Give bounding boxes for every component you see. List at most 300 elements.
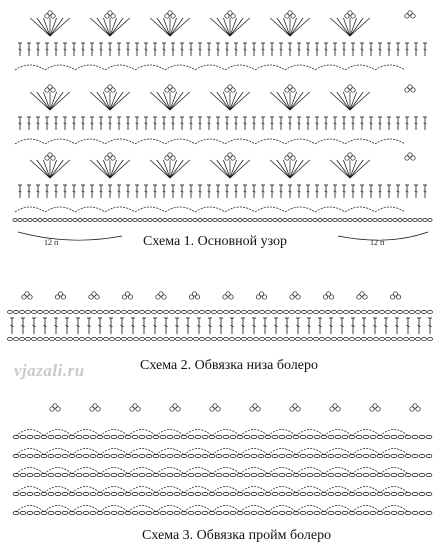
chain-stitch: [307, 511, 313, 514]
fan-stitch: [290, 18, 303, 36]
chain-stitch: [258, 218, 262, 221]
chain-stitch: [279, 473, 285, 476]
chain-stitch: [211, 337, 216, 340]
chain-stitch: [118, 473, 124, 476]
picot: [408, 11, 412, 15]
chain-stitch: [405, 435, 411, 438]
picot: [92, 292, 96, 296]
chain-stitch: [328, 492, 334, 495]
chain-arch: [184, 468, 212, 475]
chain-stitch: [62, 473, 68, 476]
chain-arch: [72, 449, 100, 456]
chain-stitch: [251, 473, 257, 476]
chain-stitch: [223, 435, 229, 438]
picot: [173, 404, 177, 408]
chain-stitch: [370, 435, 376, 438]
picot: [413, 404, 417, 408]
chain-stitch: [55, 310, 60, 313]
chain-stitch: [379, 310, 384, 313]
chain-stitch: [277, 337, 282, 340]
chain-stitch: [48, 435, 54, 438]
chain-stitch: [356, 492, 362, 495]
chain-stitch: [331, 310, 336, 313]
chain-stitch: [426, 454, 432, 457]
chain-stitch: [356, 511, 362, 514]
chain-stitch: [328, 454, 334, 457]
chain-stitch: [251, 511, 257, 514]
chain-arch: [15, 139, 45, 144]
chain-stitch: [230, 492, 236, 495]
chain-arch: [100, 468, 128, 475]
chain-stitch: [139, 337, 144, 340]
chain-arch: [255, 139, 285, 144]
chain-stitch: [25, 310, 30, 313]
chain-arch: [128, 506, 156, 513]
chain-stitch: [385, 310, 390, 313]
scheme-3-chart: [13, 404, 432, 515]
chain-arch: [72, 487, 100, 494]
fan-stitch: [157, 18, 170, 36]
chain-stitch: [132, 492, 138, 495]
chain-stitch: [342, 473, 348, 476]
chain-stitch: [202, 511, 208, 514]
chain-stitch: [188, 511, 194, 514]
chain-arch: [135, 207, 165, 212]
chain-arch: [296, 430, 324, 437]
chain-stitch: [223, 218, 227, 221]
chain-stitch: [251, 492, 257, 495]
chain-arch: [345, 139, 375, 144]
chain-stitch: [295, 310, 300, 313]
scheme-1-caption: Схема 1. Основной узор: [143, 234, 288, 249]
chain-stitch: [228, 218, 232, 221]
chain-stitch: [27, 492, 33, 495]
chain-stitch: [405, 492, 411, 495]
chain-arch: [105, 65, 135, 70]
chain-stitch: [83, 435, 89, 438]
fan-stitch: [277, 18, 290, 36]
chain-stitch: [174, 435, 180, 438]
chain-stitch: [335, 511, 341, 514]
chain-stitch: [85, 337, 90, 340]
chain-stitch: [367, 310, 372, 313]
fan-stitch: [277, 160, 290, 178]
chain-stitch: [158, 218, 162, 221]
chain-stitch: [13, 218, 17, 221]
chain-stitch: [31, 337, 36, 340]
chain-stitch: [253, 337, 258, 340]
chain-stitch: [175, 310, 180, 313]
chain-stitch: [223, 454, 229, 457]
chain-arch: [135, 65, 165, 70]
chain-arch: [105, 139, 135, 144]
chain-stitch: [146, 492, 152, 495]
chain-stitch: [128, 218, 132, 221]
chain-arch: [296, 487, 324, 494]
chain-stitch: [48, 511, 54, 514]
chain-stitch: [25, 337, 30, 340]
chain-stitch: [133, 218, 137, 221]
chain-arch: [100, 449, 128, 456]
chain-stitch: [49, 310, 54, 313]
chain-arch: [100, 487, 128, 494]
chain-arch: [315, 65, 345, 70]
chain-arch: [165, 207, 195, 212]
chain-arch: [375, 139, 405, 144]
chain-stitch: [258, 492, 264, 495]
chain-stitch: [104, 473, 110, 476]
chain-stitch: [413, 218, 417, 221]
chain-stitch: [421, 310, 426, 313]
chain-stitch: [271, 337, 276, 340]
chain-stitch: [409, 310, 414, 313]
chain-stitch: [76, 435, 82, 438]
chain-stitch: [314, 473, 320, 476]
chain-stitch: [7, 310, 12, 313]
fan-stitch: [337, 160, 350, 178]
chain-arch: [212, 468, 240, 475]
chain-stitch: [18, 218, 22, 221]
chain-stitch: [169, 337, 174, 340]
chain-stitch: [391, 337, 396, 340]
chain-stitch: [78, 218, 82, 221]
chain-stitch: [273, 218, 277, 221]
chain-stitch: [163, 337, 168, 340]
chain-stitch: [391, 473, 397, 476]
chain-stitch: [31, 310, 36, 313]
picot: [253, 404, 257, 408]
chain-stitch: [384, 473, 390, 476]
chain-stitch: [83, 473, 89, 476]
chain-arch: [184, 449, 212, 456]
chain-arch: [240, 449, 268, 456]
chain-stitch: [418, 218, 422, 221]
chain-stitch: [188, 473, 194, 476]
chain-stitch: [20, 492, 26, 495]
chain-stitch: [428, 218, 432, 221]
chain-stitch: [289, 310, 294, 313]
chain-arch: [156, 487, 184, 494]
chain-stitch: [151, 337, 156, 340]
chain-stitch: [19, 337, 24, 340]
chain-stitch: [398, 473, 404, 476]
chain-stitch: [167, 473, 173, 476]
chain-stitch: [403, 337, 408, 340]
chain-stitch: [202, 454, 208, 457]
chain-arch: [16, 506, 44, 513]
repeat-label-right: 12 п: [370, 238, 385, 247]
repeat-label-left: 12 п: [44, 238, 59, 247]
chain-stitch: [205, 310, 210, 313]
chain-stitch: [313, 310, 318, 313]
chain-stitch: [307, 473, 313, 476]
chain-stitch: [76, 473, 82, 476]
chain-stitch: [318, 218, 322, 221]
chain-stitch: [216, 492, 222, 495]
chain-arch: [72, 506, 100, 513]
chain-stitch: [283, 337, 288, 340]
chain-stitch: [48, 492, 54, 495]
chain-stitch: [265, 337, 270, 340]
chain-stitch: [127, 337, 132, 340]
chain-stitch: [173, 218, 177, 221]
chain-stitch: [230, 454, 236, 457]
picot: [288, 11, 292, 15]
chain-stitch: [373, 337, 378, 340]
chain-stitch: [79, 310, 84, 313]
chain-stitch: [123, 218, 127, 221]
chain-stitch: [43, 310, 48, 313]
chain-stitch: [314, 435, 320, 438]
chain-stitch: [76, 511, 82, 514]
chain-stitch: [133, 310, 138, 313]
chain-stitch: [253, 218, 257, 221]
chain-stitch: [391, 492, 397, 495]
chain-stitch: [271, 310, 276, 313]
picot: [348, 153, 352, 157]
chain-stitch: [127, 310, 132, 313]
chain-stitch: [34, 511, 40, 514]
chain-stitch: [363, 473, 369, 476]
chain-stitch: [118, 492, 124, 495]
chain-stitch: [34, 435, 40, 438]
chain-stitch: [286, 454, 292, 457]
chain-stitch: [151, 310, 156, 313]
chain-stitch: [384, 435, 390, 438]
picot: [133, 404, 137, 408]
chain-stitch: [313, 337, 318, 340]
fan-stitch: [157, 92, 170, 110]
fan-stitch: [217, 92, 230, 110]
chain-stitch: [62, 435, 68, 438]
chain-stitch: [342, 435, 348, 438]
chain-stitch: [90, 435, 96, 438]
chain-stitch: [217, 310, 222, 313]
chain-stitch: [223, 492, 229, 495]
chain-stitch: [229, 337, 234, 340]
chain-stitch: [133, 337, 138, 340]
chain-stitch: [288, 218, 292, 221]
chain-stitch: [300, 435, 306, 438]
chain-arch: [380, 487, 408, 494]
chain-stitch: [233, 218, 237, 221]
chain-stitch: [338, 218, 342, 221]
chain-arch: [156, 430, 184, 437]
chain-stitch: [104, 435, 110, 438]
chain-stitch: [205, 337, 210, 340]
picot: [48, 11, 52, 15]
chain-stitch: [97, 337, 102, 340]
chain-stitch: [363, 435, 369, 438]
chain-stitch: [258, 511, 264, 514]
chain-stitch: [93, 218, 97, 221]
chain-stitch: [384, 511, 390, 514]
chain-stitch: [85, 310, 90, 313]
chain-stitch: [370, 492, 376, 495]
chain-stitch: [403, 218, 407, 221]
chain-arch: [75, 139, 105, 144]
chain-stitch: [286, 435, 292, 438]
chain-arch: [352, 468, 380, 475]
chain-arch: [268, 506, 296, 513]
chain-arch: [105, 207, 135, 212]
picot: [213, 404, 217, 408]
chain-arch: [75, 207, 105, 212]
chain-stitch: [73, 337, 78, 340]
chain-stitch: [174, 454, 180, 457]
chain-stitch: [20, 511, 26, 514]
chain-arch: [72, 430, 100, 437]
chain-stitch: [419, 473, 425, 476]
chain-stitch: [328, 218, 332, 221]
chain-stitch: [308, 218, 312, 221]
chain-stitch: [138, 218, 142, 221]
chain-stitch: [111, 454, 117, 457]
scheme-1-chart: [13, 11, 432, 240]
chain-stitch: [37, 337, 42, 340]
chain-stitch: [405, 454, 411, 457]
chain-stitch: [163, 218, 167, 221]
chain-arch: [296, 468, 324, 475]
fan-stitch: [50, 160, 63, 178]
chain-stitch: [319, 337, 324, 340]
chain-arch: [225, 139, 255, 144]
chain-stitch: [62, 492, 68, 495]
chain-stitch: [379, 337, 384, 340]
fan-stitch: [230, 92, 243, 110]
chain-stitch: [373, 218, 377, 221]
chain-stitch: [356, 435, 362, 438]
chain-stitch: [160, 435, 166, 438]
chain-arch: [128, 468, 156, 475]
chain-arch: [240, 506, 268, 513]
chain-arch: [268, 468, 296, 475]
chain-stitch: [139, 435, 145, 438]
chain-stitch: [300, 492, 306, 495]
chain-stitch: [104, 492, 110, 495]
chain-stitch: [259, 337, 264, 340]
chain-stitch: [272, 473, 278, 476]
chain-stitch: [265, 310, 270, 313]
picot: [408, 153, 412, 157]
chain-arch: [184, 430, 212, 437]
chain-arch: [128, 449, 156, 456]
picot: [228, 85, 232, 89]
chain-stitch: [43, 337, 48, 340]
chain-stitch: [421, 337, 426, 340]
chain-stitch: [188, 492, 194, 495]
chain-stitch: [300, 473, 306, 476]
chain-stitch: [307, 435, 313, 438]
chain-stitch: [13, 337, 18, 340]
picot: [288, 85, 292, 89]
picot: [168, 153, 172, 157]
fan-stitch: [50, 18, 63, 36]
chain-arch: [44, 430, 72, 437]
chain-stitch: [83, 454, 89, 457]
chain-stitch: [343, 310, 348, 313]
chain-stitch: [104, 511, 110, 514]
chain-stitch: [132, 454, 138, 457]
chain-stitch: [88, 218, 92, 221]
picot: [192, 292, 196, 296]
chain-stitch: [55, 473, 61, 476]
picot: [125, 292, 129, 296]
chain-stitch: [121, 337, 126, 340]
chain-stitch: [49, 337, 54, 340]
chain-stitch: [391, 511, 397, 514]
chain-stitch: [272, 511, 278, 514]
chain-stitch: [412, 473, 418, 476]
chain-stitch: [307, 337, 312, 340]
fan-stitch: [37, 92, 50, 110]
chain-arch: [255, 207, 285, 212]
chain-stitch: [188, 218, 192, 221]
chain-arch: [44, 449, 72, 456]
chain-stitch: [356, 454, 362, 457]
chain-arch: [16, 487, 44, 494]
chain-stitch: [139, 511, 145, 514]
chain-stitch: [43, 218, 47, 221]
picot: [408, 85, 412, 89]
chain-arch: [212, 430, 240, 437]
picot: [348, 11, 352, 15]
picot: [25, 292, 29, 296]
fan-stitch: [230, 160, 243, 178]
chain-stitch: [279, 435, 285, 438]
chain-stitch: [55, 337, 60, 340]
fan-stitch: [337, 92, 350, 110]
chain-stitch: [63, 218, 67, 221]
chain-stitch: [268, 218, 272, 221]
chain-stitch: [19, 310, 24, 313]
chain-stitch: [391, 435, 397, 438]
chain-stitch: [363, 492, 369, 495]
chain-stitch: [335, 473, 341, 476]
chain-stitch: [253, 310, 258, 313]
chain-arch: [15, 65, 45, 70]
chain-stitch: [7, 337, 12, 340]
chain-stitch: [103, 337, 108, 340]
chain-stitch: [91, 310, 96, 313]
chain-arch: [324, 506, 352, 513]
chain-stitch: [132, 511, 138, 514]
chain-arch: [212, 487, 240, 494]
chain-arch: [380, 449, 408, 456]
chain-stitch: [278, 218, 282, 221]
chain-stitch: [167, 454, 173, 457]
chain-stitch: [328, 511, 334, 514]
chain-stitch: [325, 310, 330, 313]
chain-stitch: [251, 435, 257, 438]
chain-arch: [212, 506, 240, 513]
chain-stitch: [187, 337, 192, 340]
chain-stitch: [28, 218, 32, 221]
chain-stitch: [181, 337, 186, 340]
fan-stitch: [110, 160, 123, 178]
chain-stitch: [174, 473, 180, 476]
chain-arch: [165, 65, 195, 70]
chain-stitch: [235, 337, 240, 340]
chain-stitch: [160, 454, 166, 457]
chain-stitch: [145, 337, 150, 340]
chain-stitch: [48, 473, 54, 476]
chain-stitch: [90, 454, 96, 457]
chain-arch: [128, 487, 156, 494]
chain-stitch: [97, 310, 102, 313]
chain-stitch: [230, 511, 236, 514]
chain-arch: [225, 65, 255, 70]
